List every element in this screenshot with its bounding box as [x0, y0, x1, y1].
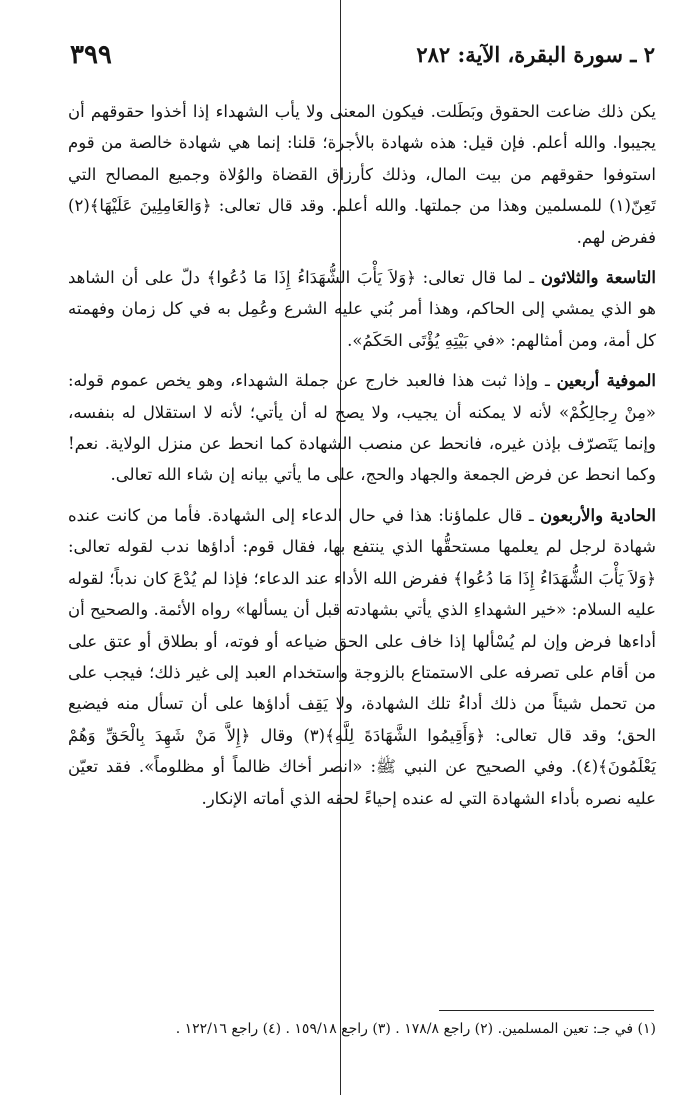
paragraph-issue-41: [68, 500, 656, 814]
footnote-divider: [439, 1010, 654, 1011]
paragraph-text: ـ قال علماؤنا: هذا في حال الدعاء إلى الشهادة. فأما من كانت عنده شهادة لرجل لم يعلمها مستحقُّها الذي ينتفع بها، فقال قوم: أداؤها ندب لقوله تعالى: ﴿وَلاَ يَأْبَ الشُّهَدَاءُ إِذَا مَا دُعُوا﴾ ففرض الله الأداء عند الدعاء؛ فإذا لم يُدْعَ كان ندباً؛ لقوله عليه السلام: «خير الشهداءِ الذي يأتي بشهادته قبل أن يسألها» رواه الأئمة. والصحيح أن أداءها فرض وإن لم يُسْألها إذا خاف على الحق ضياعه أو فوته، أو بطلاق أو عتق على من أقام على تصرفه على الاستمتاع بالزوجة واستخدام العبد إلى غير ذلك؛ فيجب على من تحمل شيئاً من ذلك أداءُ تلك الشهادة، ولا يَقِف أداؤها على أن تسأل منه فيضيع الحق؛ وقد قال تعالى: ﴿وَأَقِيمُوا الشَّهَادَةَ لِلَّهِ﴾(٣) وقال ﴿إِلاَّ مَنْ شَهِدَ بِالْحَقِّ وَهُمْ يَعْلَمُونَ﴾(٤). وفي الصحيح عن النبي ﷺ: «انصر أخاك ظالماً أو مظلوماً». فقد تعيّن عليه نصره بأداء الشهادة التي له عنده إحياءً لحقه الذي أماته الإنكار.: [68, 505, 656, 808]
footnotes: (١) في جـ: تعين المسلمين. (٢) راجع ١٧٨/٨ . (٣) راجع ١٥٩/١٨ . (٤) راجع ١٢٢/١٦ .: [175, 1021, 656, 1037]
paragraph-lead: الموفية أربعين: [556, 371, 656, 391]
paragraph-lead: التاسعة والثلاثون: [540, 268, 656, 288]
paragraph-continuation: [68, 96, 656, 253]
paragraph-issue-39: [68, 262, 656, 356]
page-number: ٣٩٩: [70, 40, 112, 70]
paragraph-issue-40: [68, 365, 656, 491]
paragraph-text: ـ لما قال تعالى: ﴿وَلاَ يَأْبَ الشُّهَدَاءُ إِذَا مَا دُعُوا﴾ دلّ على أن الشاهد هو الذي يمشي إلى الحاكم، وهذا أمر بُني عليه الشرع وعُمِل به في كل زمان وفهمته كل أمة، ومن أمثالهم: «في بَيْتِهِ يُؤْتَى الحَكَمُ».: [68, 268, 656, 350]
running-head: ٢ ـ سورة البقرة، الآية: ٢٨٢: [416, 42, 655, 67]
page-header: [70, 40, 655, 80]
body-text: [68, 96, 656, 814]
paragraph-lead: الحادية والأربعون: [539, 505, 656, 525]
paragraph-text: يكن ذلك ضاعت الحقوق وبَطَلت. فيكون المعنى ولا يأب الشهداء إذا أخذوا حقوقهم أن يجيبوا. والله أعلم. فإن قيل: هذه شهادة بالأجرة؛ قلنا: إنما هي شهادة خالصة من قوم استوفوا حقوقهم من بيت المال، وذلك كأرزاق القضاة والوُلاة وجميع المصالح التي تَعِنّ(١) للمسلمين وهذا من جملتها. والله أعلم. وقد قال تعالى: ﴿وَالعَامِلِينَ عَلَيْهَا﴾(٢) ففرض لهم.: [68, 102, 656, 247]
paragraph-text: ـ وإذا ثبت هذا فالعبد خارج عن جملة الشهداء، وهو يخص عموم قوله: «مِنْ رِجالِكُمْ» لأنه لا يمكنه أن يجيب، ولا يصح له أن يأتي؛ لأنه لا استقلال له بنفسه، وإنما يَتَصرّف بإذن غيره، فانحط عن منصب الشهادة كما انحط عن منزل الولاية. نعم! وكما انحط عن فرض الجمعة والجهاد والحج، على ما يأتي بيانه إن شاء الله تعالى.: [68, 371, 656, 485]
